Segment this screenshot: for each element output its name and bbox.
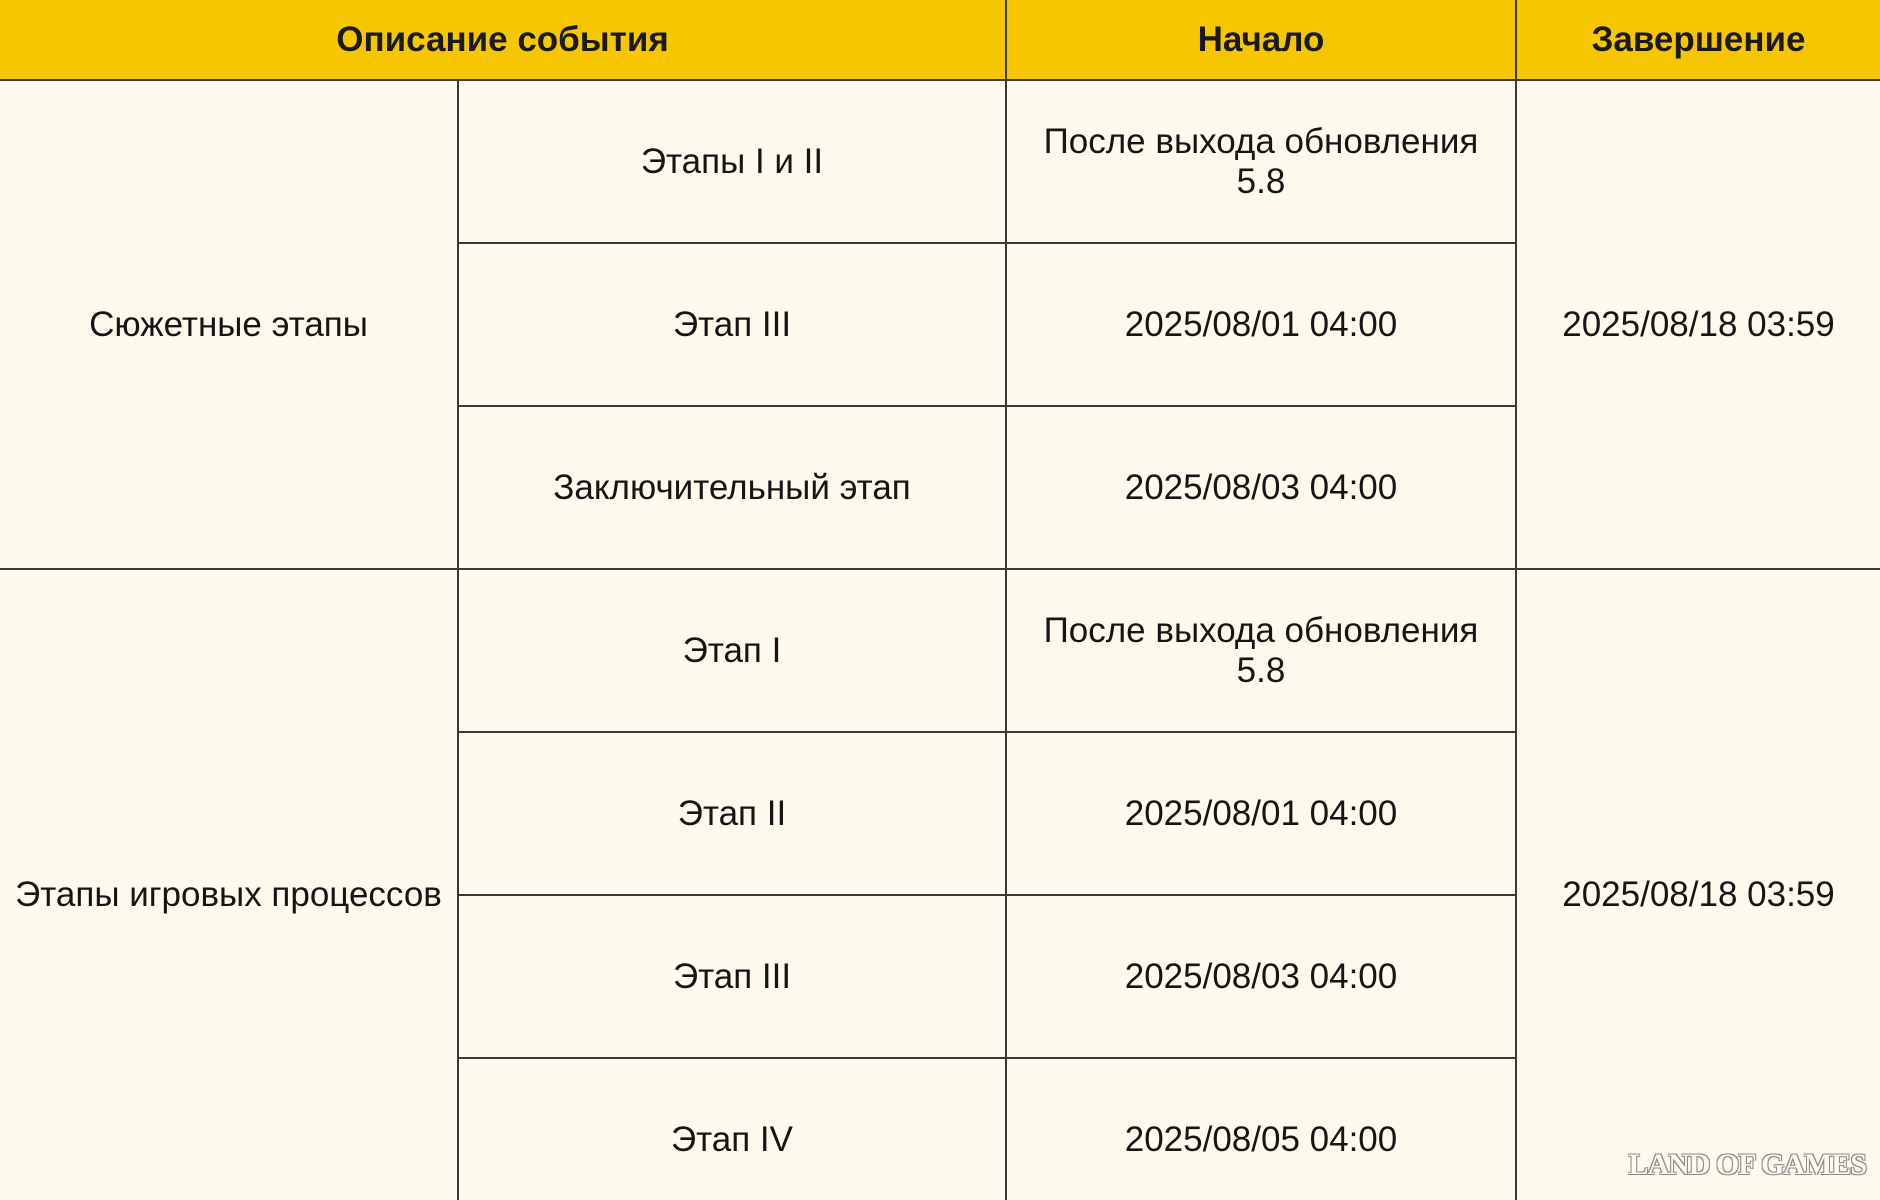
header-start: Начало [1006,0,1516,80]
table-row [0,569,1880,732]
group-label: Сюжетные этапы [0,80,458,569]
stage-name: Этап II [458,732,1006,895]
stage-name: Этап I [458,569,1006,732]
stage-start: После выхода обновления 5.8 [1006,569,1516,732]
stage-name: Этап IV [458,1058,1006,1200]
stage-start: После выхода обновления 5.8 [1006,80,1516,243]
stage-start: 2025/08/05 04:00 [1006,1058,1516,1200]
stage-start: 2025/08/03 04:00 [1006,895,1516,1058]
stage-name: Этапы I и II [458,80,1006,243]
group-end: 2025/08/18 03:59 [1516,80,1880,569]
watermark-logo: LAND OF GAMES [1628,1148,1866,1181]
table-row [0,80,1880,243]
group-label: Этапы игровых процессов [0,569,458,1200]
stage-start: 2025/08/03 04:00 [1006,406,1516,569]
stage-name: Заключительный этап [458,406,1006,569]
stage-start: 2025/08/01 04:00 [1006,243,1516,406]
stage-name: Этап III [458,895,1006,1058]
stage-start: 2025/08/01 04:00 [1006,732,1516,895]
group-end: 2025/08/18 03:59 [1516,569,1880,1200]
header-row [0,0,1880,80]
header-end: Завершение [1516,0,1880,80]
header-description: Описание события [0,0,1006,80]
stage-name: Этап III [458,243,1006,406]
